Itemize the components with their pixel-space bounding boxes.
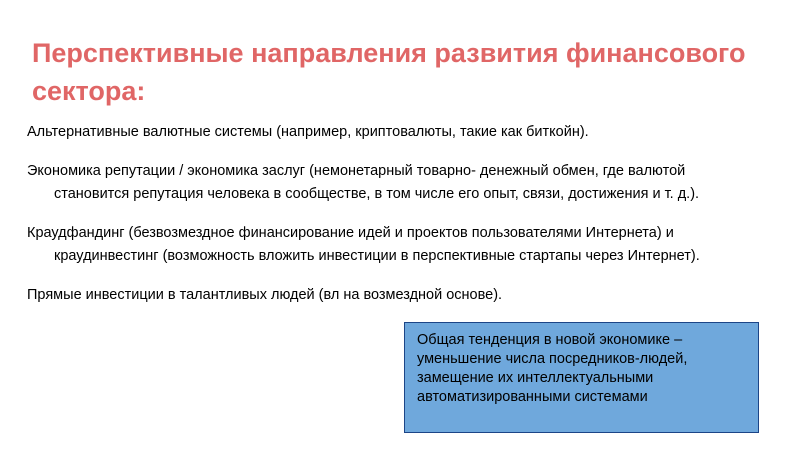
slide-body xyxy=(27,121,747,323)
paragraph-alternative-currencies: Альтернативные валютные системы (например, криптовалюты, такие как биткойн). xyxy=(27,124,589,140)
callout-box: Общая тенденция в новой экономике – уменьшение числа посредников-людей, замещение их интеллектуальными автоматизированными системами xyxy=(404,322,759,433)
paragraph-reputation-economy: Экономика репутации / экономика заслуг (немонетарный товарно- денежный обмен, где валютой становится репутация человека в сообществе, в том числе его опыт, связи, достижения и т. д.). xyxy=(27,163,700,202)
paragraph-direct-investment: Прямые инвестиции в талантливых людей (вл на возмездной основе). xyxy=(27,287,503,303)
slide-title: Перспективные направления развития финансового сектора: xyxy=(32,38,746,106)
paragraph-crowdfunding: Краудфандинг (безвозмездное финансирование идей и проектов пользователями Интернета) и краудинвестинг (возможность вложить инвестиции в перспективные стартапы через Интернет). xyxy=(27,225,700,264)
